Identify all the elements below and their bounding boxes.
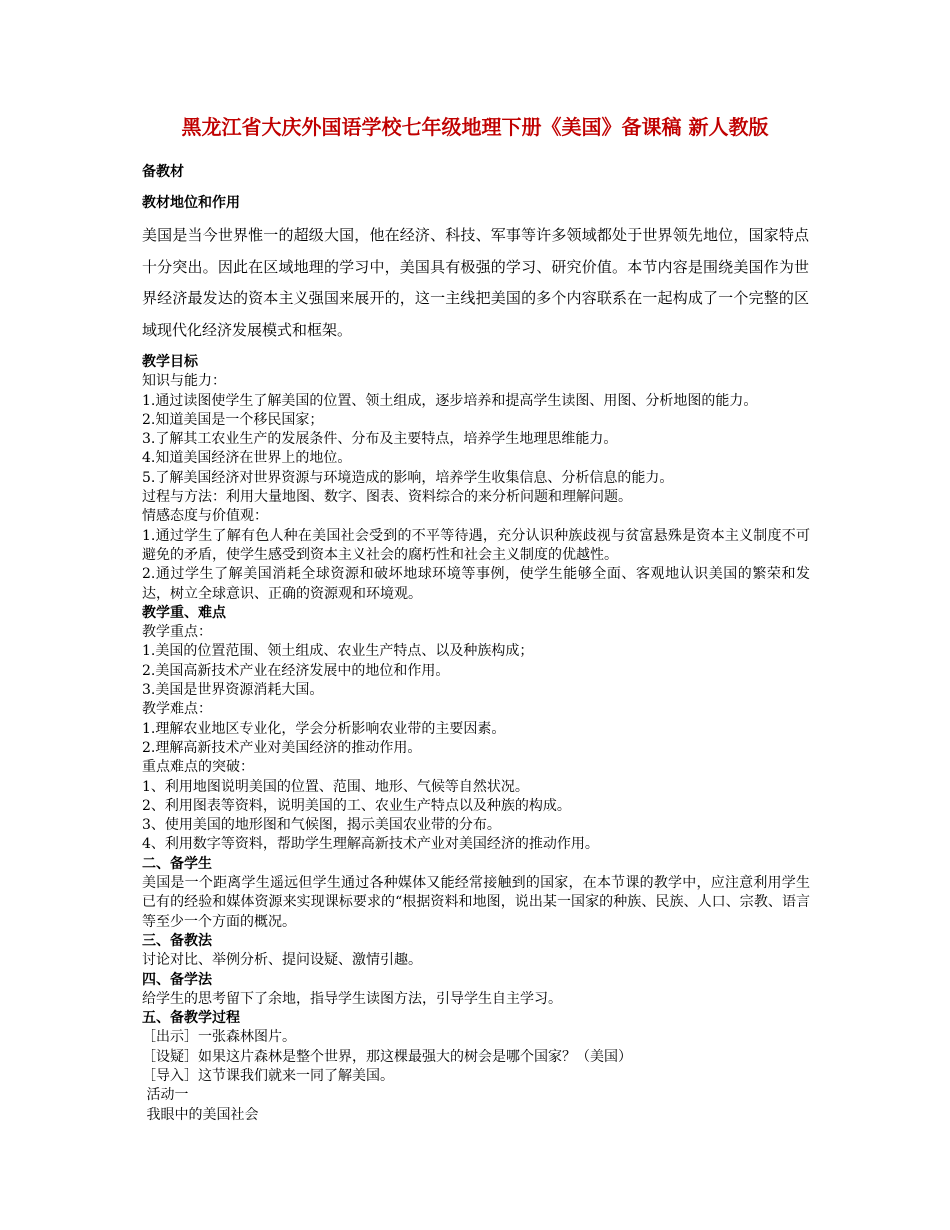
line-sheyi: ［设疑］如果这片森林是整个世界，那这棵最强大的树会是哪个国家？（美国） <box>142 1048 632 1065</box>
line-chushi: ［出示］一张森林图片。 <box>142 1029 296 1046</box>
heading-jiaoxue-mubiao: 教学目标 <box>142 354 198 370</box>
line-jiaofa: 讨论对比、举例分析、提问设疑、激情引趣。 <box>142 952 422 969</box>
list-item: 1.通过读图使学生了解美国的位置、领土组成，逐步培养和提高学生读图、用图、分析地图的能力。 <box>142 392 758 409</box>
body-lines <box>142 353 810 1125</box>
paragraph-diwei: 美国是当今世界惟一的超级大国，他在经济、科技、军事等许多领域都处于世界领先地位，国家特点十分突出。因此在区域地理的学习中，美国具有极强的学习、研究价值。本节内容是围绕美国作为世界经济最发达的资本主义强国来展开的，这一主线把美国的多个内容联系在一起构成了一个完整的区域现代化经济发展模式和框架。 <box>142 226 809 339</box>
list-item: 2.通过学生了解美国消耗全球资源和破坏地球环境等事例，使学生能够全面、客观地认识美国的繁荣和发达，树立全球意识、正确的资源观和环境观。 <box>142 566 810 602</box>
list-item: 3.了解其工农业生产的发展条件、分布及主要特点，培养学生地理思维能力。 <box>142 431 618 448</box>
heading-bei-xuefa: 四、备学法 <box>142 971 212 988</box>
paragraph-xuesheng: 美国是一个距离学生遥远但学生通过各种媒体又能经常接触到的国家，在本节课的教学中，应注意利用学生已有的经验和媒体资源来实现课标要求的“根据资料和地图，说出某一国家的种族、民族、人口、宗教、语言等至少一个方面的概况。 <box>142 875 810 930</box>
list-item: 4.知道美国经济在世界上的地位。 <box>142 450 352 467</box>
line-yanzhong: 我眼中的美国社会 <box>142 1106 259 1123</box>
list-item: 1.理解农业地区专业化，学会分析影响农业带的主要因素。 <box>142 720 506 737</box>
heading-bei-jiaocai: 备教材 <box>142 164 184 180</box>
heading-zhong-nandian: 教学重、难点 <box>142 604 226 621</box>
list-item: 2.知道美国是一个移民国家； <box>142 411 324 428</box>
line-xuefa: 给学生的思考留下了余地，指导学生读图方法，引导学生自主学习。 <box>142 990 562 1007</box>
line-huodong: 活动一 <box>142 1087 189 1104</box>
heading-bei-jiaofa: 三、备教法 <box>142 932 212 949</box>
subheading-qinggan: 情感态度与价值观： <box>142 508 268 525</box>
heading-jiaoxue-guocheng: 五、备教学过程 <box>142 1010 240 1027</box>
list-item: 3、使用美国的地形图和气候图，揭示美国农业带的分布。 <box>142 817 501 834</box>
subheading-nandian: 教学难点： <box>142 701 212 718</box>
heading-bei-xuesheng: 二、备学生 <box>142 855 212 872</box>
line-daoru: ［导入］这节课我们就来一同了解美国。 <box>142 1067 394 1084</box>
list-item: 2.理解高新技术产业对美国经济的推动作用。 <box>142 739 422 756</box>
subheading-zhishi: 知识与能力： <box>142 373 226 390</box>
heading-jiaocai-diwei: 教材地位和作用 <box>142 195 240 211</box>
list-item: 5.了解美国经济对世界资源与环境造成的影响，培养学生收集信息、分析信息的能力。 <box>142 469 674 486</box>
document-title: 黑龙江省大庆外国语学校七年级地理下册《美国》备课稿 新人教版 <box>181 115 769 139</box>
list-item: 3.美国是世界资源消耗大国。 <box>142 682 324 699</box>
list-item: 1.通过学生了解有色人种在美国社会受到的不平等待遇，充分认识种族歧视与贫富悬殊是资本主义制度不可避免的矛盾，使学生感受到资本主义社会的腐朽性和社会主义制度的优越性。 <box>142 527 810 563</box>
list-item: 1.美国的位置范围、领土组成、农业生产特点、以及种族构成； <box>142 643 534 660</box>
list-item: 4、利用数字等资料，帮助学生理解高新技术产业对美国经济的推动作用。 <box>142 836 599 853</box>
list-item: 2.美国高新技术产业在经济发展中的地位和作用。 <box>142 662 450 679</box>
line-guocheng-fangfa: 过程与方法：利用大量地图、数字、图表、资料综合的来分析问题和理解问题。 <box>142 489 632 506</box>
list-item: 2、利用图表等资料，说明美国的工、农业生产特点以及种族的构成。 <box>142 797 571 814</box>
subheading-tupo: 重点难点的突破： <box>142 759 254 776</box>
list-item: 1、利用地图说明美国的位置、范围、地形、气候等自然状况。 <box>142 778 529 795</box>
subheading-zhongdian: 教学重点： <box>142 624 212 641</box>
